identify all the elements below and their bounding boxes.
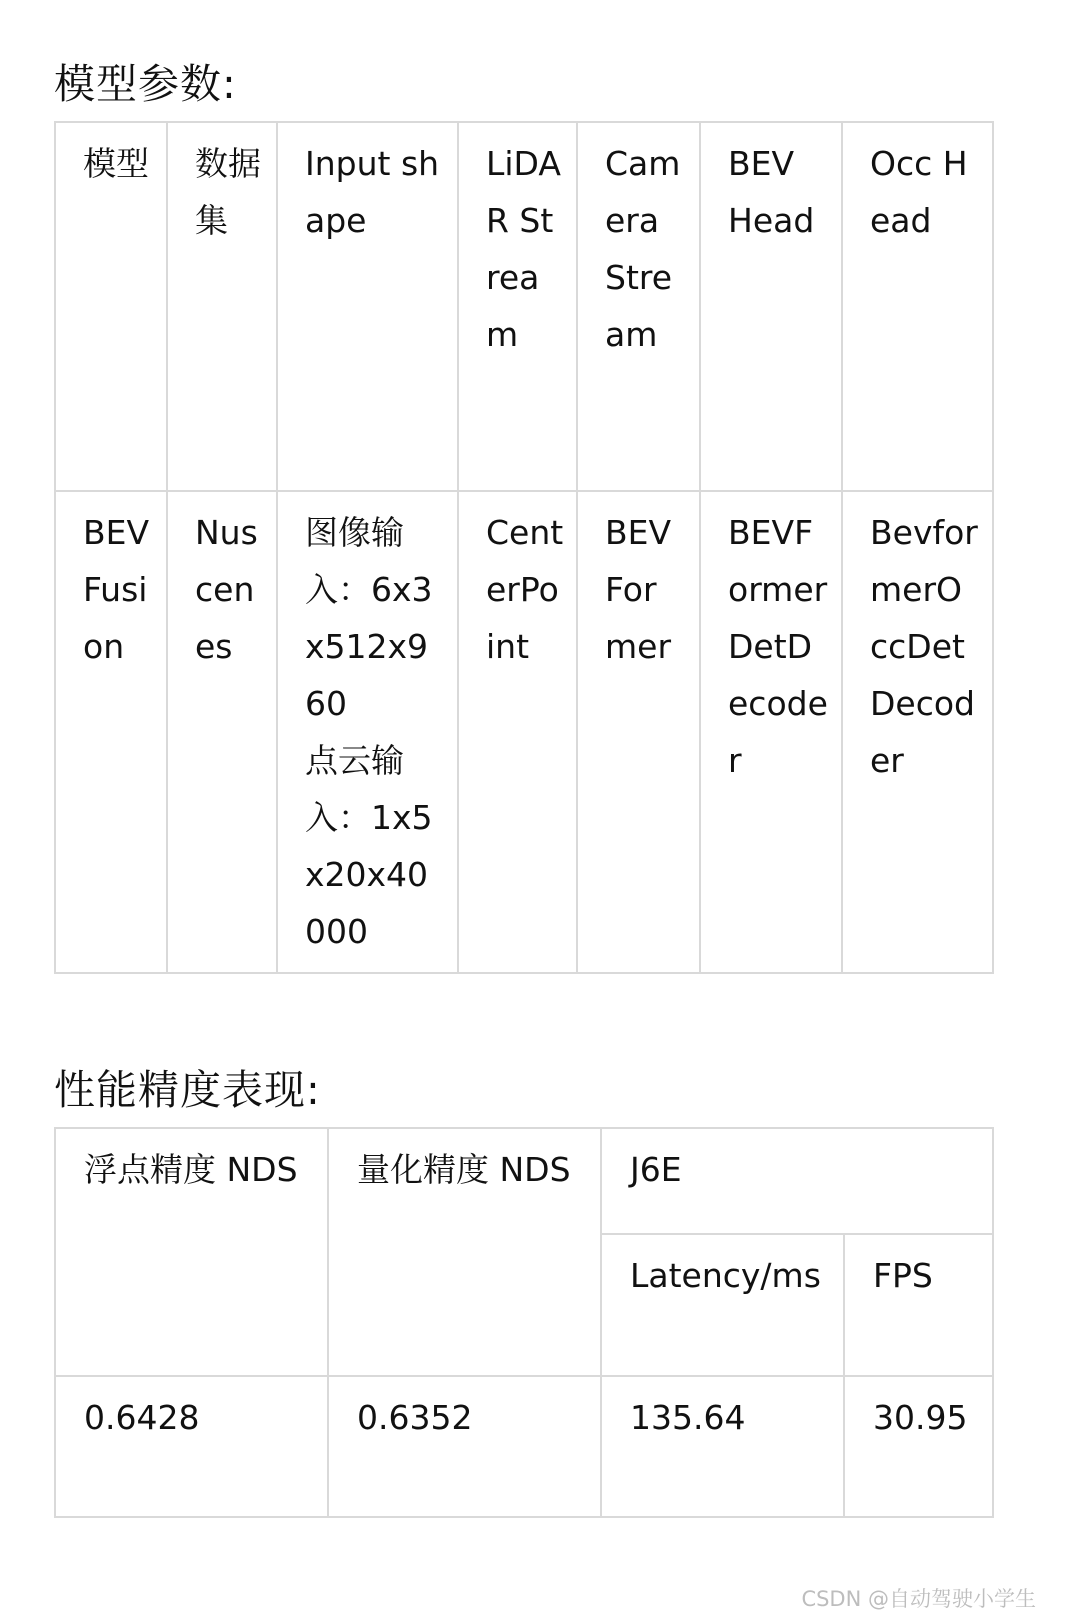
header-cell-bev-head: BEV Head (700, 122, 842, 491)
header-cell-camera-stream: Camera Stream (577, 122, 700, 491)
cell-latency: 135.64 (601, 1376, 844, 1517)
header-cell-model: 模型 (55, 122, 167, 491)
table-header-row (55, 122, 993, 491)
header-cell-occ-head: Occ Head (842, 122, 993, 491)
watermark: CSDN @自动驾驶小学生 (801, 1587, 1036, 1611)
table-header-row (55, 1128, 993, 1234)
header-cell-latency: Latency/ms (601, 1234, 844, 1376)
cell-occ-head: BevformerOccDetDecoder (842, 491, 993, 973)
cell-camera-stream: BEVFormer (577, 491, 700, 973)
params-section-title: 模型参数: (54, 60, 237, 108)
header-cell-platform: J6E (601, 1128, 993, 1234)
cell-bev-head: BEVFormerDetDecoder (700, 491, 842, 973)
cell-model: BEVFusion (55, 491, 167, 973)
model-params-table (54, 121, 994, 974)
cell-quant-nds: 0.6352 (328, 1376, 601, 1517)
performance-table (54, 1127, 994, 1518)
header-cell-input-shape: Input shape (277, 122, 458, 491)
table-row (55, 491, 993, 973)
perf-section-title: 性能精度表现: (54, 1066, 321, 1114)
cell-input-shape: 图像输入：6x3x512x960 点云输入：1x5x20x40000 (277, 491, 458, 973)
cell-lidar-stream: CenterPoint (458, 491, 577, 973)
table-row (55, 1376, 993, 1517)
header-cell-dataset: 数据集 (167, 122, 277, 491)
cell-dataset: Nuscenes (167, 491, 277, 973)
header-cell-lidar-stream: LiDAR Stream (458, 122, 577, 491)
header-cell-float-nds: 浮点精度 NDS (55, 1128, 328, 1376)
cell-fps: 30.95 (844, 1376, 993, 1517)
header-cell-quant-nds: 量化精度 NDS (328, 1128, 601, 1376)
header-cell-fps: FPS (844, 1234, 993, 1376)
cell-float-nds: 0.6428 (55, 1376, 328, 1517)
